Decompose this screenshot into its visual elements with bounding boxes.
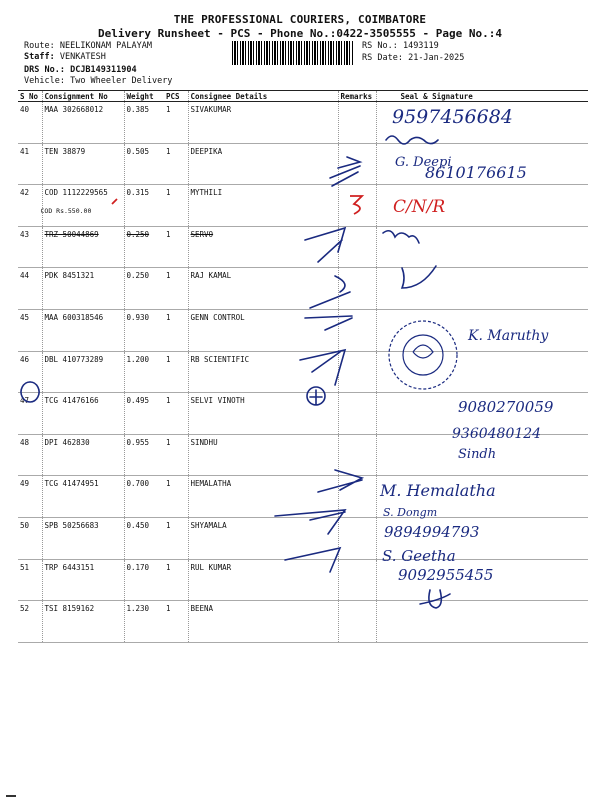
- cell-weight: 0.505: [124, 143, 164, 185]
- cell-signature: [376, 226, 588, 268]
- cell-consignment: DPI 462830: [42, 434, 124, 476]
- table-row: [18, 601, 588, 643]
- table-row: [18, 517, 588, 559]
- staff-label: Staff:: [24, 52, 55, 62]
- col-header-consignee: Consignee Details: [188, 91, 338, 102]
- cell-signature: [376, 185, 588, 227]
- cell-sno: 48: [18, 434, 42, 476]
- cell-signature: [376, 393, 588, 435]
- cell-weight: 0.700: [124, 476, 164, 518]
- rs-number-label: RS No.:: [362, 41, 398, 51]
- table-row: [18, 226, 588, 268]
- cell-weight: 0.495: [124, 393, 164, 435]
- cell-consignee: RB SCIENTIFIC: [188, 351, 338, 393]
- cell-consignment: TEN 38879: [42, 143, 124, 185]
- rs-date-line: [362, 53, 464, 64]
- cell-signature: [376, 601, 588, 643]
- sig45-name: K. Maruthy: [468, 328, 549, 344]
- cell-pcs: 1: [164, 102, 188, 144]
- cell-sno: 40: [18, 102, 42, 144]
- cell-remarks: [338, 185, 376, 227]
- sig48-name: Sindh: [458, 447, 497, 462]
- cell-pcs: 1: [164, 393, 188, 435]
- cell-consignment: DBL 410773289: [42, 351, 124, 393]
- sig41-phone: 8610176615: [425, 163, 527, 182]
- cell-remarks: [338, 393, 376, 435]
- cell-weight: 1.230: [124, 601, 164, 643]
- table-row: [18, 268, 588, 310]
- cell-consignee: RUL KUMAR: [188, 559, 338, 601]
- cell-consignment: TRZ 50044869: [42, 226, 124, 268]
- cell-sno: 50: [18, 517, 42, 559]
- cell-pcs: 1: [164, 476, 188, 518]
- cell-consignment: MAA 600318546: [42, 309, 124, 351]
- col-header-consignment: Consignment No: [42, 91, 124, 102]
- cell-consignee: SINDHU: [188, 434, 338, 476]
- vehicle-label: Vehicle:: [24, 76, 65, 86]
- cell-sno: 46: [18, 351, 42, 393]
- company-title: THE PROFESSIONAL COURIERS, COIMBATORE: [173, 13, 427, 26]
- col-header-signature: Seal & Signature: [376, 91, 588, 102]
- vehicle-value: Two Wheeler Delivery: [70, 76, 173, 86]
- cell-pcs: 1: [164, 434, 188, 476]
- cell-sno: 47: [18, 393, 42, 435]
- cell-consignee: RAJ KAMAL: [188, 268, 338, 310]
- cell-sno: 49: [18, 476, 42, 518]
- cell-remarks: [338, 559, 376, 601]
- route-line: [24, 41, 152, 52]
- rs-number-value: 1493119: [402, 41, 439, 51]
- drs-value: DCJB149311904: [70, 65, 137, 75]
- cell-consignment: TCG 41476166: [42, 393, 124, 435]
- rs-date-label: RS Date:: [362, 53, 403, 63]
- table-row: [18, 309, 588, 351]
- cell-consignee: SHYAMALA: [188, 517, 338, 559]
- cell-sno: 52: [18, 601, 42, 643]
- staff-line: [24, 52, 106, 63]
- cell-remarks: [338, 351, 376, 393]
- cell-weight: 0.315: [124, 185, 164, 227]
- sig48-phone: 9360480124: [452, 426, 542, 442]
- table-row: [18, 393, 588, 435]
- staff-value: VENKATESH: [59, 52, 106, 62]
- cell-weight: 0.250: [124, 268, 164, 310]
- cell-remarks: [338, 102, 376, 144]
- cell-sno: 43: [18, 226, 42, 268]
- barcode-image: [232, 41, 354, 65]
- rs-date-value: 21-Jan-2025: [408, 53, 465, 63]
- table-row: [18, 434, 588, 476]
- sig40-phone: 9597456684: [392, 106, 513, 128]
- cell-sno: 51: [18, 559, 42, 601]
- cell-signature: [376, 434, 588, 476]
- cell-consignment: TRP 6443151: [42, 559, 124, 601]
- table-row: [18, 143, 588, 185]
- cell-remarks: [338, 517, 376, 559]
- cell-consignment: SPB 50256683: [42, 517, 124, 559]
- table-row: [18, 102, 588, 144]
- cod-amount-note: COD Rs.550.00: [40, 207, 92, 216]
- cell-consignee: SIVAKUMAR: [188, 102, 338, 144]
- cell-pcs: 1: [164, 309, 188, 351]
- cell-remarks: [338, 226, 376, 268]
- sig47-phone: 9080270059: [458, 398, 554, 416]
- cell-consignee: DEEPIKA: [188, 143, 338, 185]
- cell-consignee: SERVO: [188, 226, 338, 268]
- cell-sno: 42: [18, 185, 42, 227]
- cell-weight: 0.250: [124, 226, 164, 268]
- sig42-remark: C/N/R: [393, 197, 446, 217]
- cell-signature: [376, 476, 588, 518]
- cell-remarks: [338, 434, 376, 476]
- table-row: [18, 351, 588, 393]
- table-row: [18, 476, 588, 518]
- cell-signature: [376, 102, 588, 144]
- drs-label: DRS No.:: [24, 65, 65, 75]
- cell-pcs: 1: [164, 517, 188, 559]
- cell-consignment: PDK 8451321: [42, 268, 124, 310]
- sig51-name: S. Geetha: [382, 547, 456, 565]
- cell-pcs: 1: [164, 601, 188, 643]
- sig49-name: M. Hemalatha: [380, 481, 496, 500]
- rs-number-line: [362, 41, 439, 52]
- cell-signature: [376, 268, 588, 310]
- route-label: Route:: [24, 41, 55, 51]
- sig50-phone: 9894994793: [384, 523, 480, 541]
- cell-consignment: TSI 8159162: [42, 601, 124, 643]
- cell-remarks: [338, 476, 376, 518]
- cell-weight: 0.385: [124, 102, 164, 144]
- cell-consignee: SELVI VINOTH: [188, 393, 338, 435]
- col-header-weight: Weight: [124, 91, 164, 102]
- drs-line: [24, 65, 137, 76]
- col-header-sno: S No: [18, 91, 42, 102]
- cell-remarks: [338, 309, 376, 351]
- cell-consignee: HEMALATHA: [188, 476, 338, 518]
- cell-pcs: 1: [164, 185, 188, 227]
- cell-signature: [376, 559, 588, 601]
- table-row: [18, 559, 588, 601]
- sig50-name: S. Dongm: [383, 506, 438, 519]
- cell-signature: [376, 517, 588, 559]
- cell-consignee: BEENA: [188, 601, 338, 643]
- cell-remarks: [338, 601, 376, 643]
- cell-consignment: MAA 302668012: [42, 102, 124, 144]
- page-edge-mark: [6, 795, 16, 797]
- cell-weight: 0.170: [124, 559, 164, 601]
- cell-consignment-number: COD 1112229565: [44, 188, 108, 198]
- cell-consignee: GENN CONTROL: [188, 309, 338, 351]
- cell-weight: 0.450: [124, 517, 164, 559]
- runsheet-subtitle: Delivery Runsheet - PCS - Phone No.:0422-3505555 - Page No.:4: [98, 27, 502, 40]
- cell-weight: 1.200: [124, 351, 164, 393]
- cell-pcs: 1: [164, 226, 188, 268]
- cell-signature: [376, 143, 588, 185]
- vehicle-line: [24, 76, 172, 87]
- table-row: [18, 185, 588, 227]
- cell-pcs: 1: [164, 351, 188, 393]
- col-header-pcs: PCS: [164, 91, 188, 102]
- runsheet-table: [18, 90, 588, 643]
- route-value: NEELIKONAM PALAYAM: [59, 41, 152, 51]
- cell-sno: 45: [18, 309, 42, 351]
- cell-weight: 0.955: [124, 434, 164, 476]
- cell-consignment: TCG 41474951: [42, 476, 124, 518]
- cell-consignment: [42, 185, 124, 227]
- cell-sno: 44: [18, 268, 42, 310]
- cell-remarks: [338, 143, 376, 185]
- cell-sno: 41: [18, 143, 42, 185]
- cell-signature: [376, 309, 588, 351]
- sig51-phone: 9092955455: [398, 566, 494, 584]
- cell-pcs: 1: [164, 559, 188, 601]
- cell-weight: 0.930: [124, 309, 164, 351]
- col-header-remarks: Remarks: [338, 91, 376, 102]
- cell-pcs: 1: [164, 143, 188, 185]
- table-header-row: [18, 91, 588, 102]
- cell-signature: [376, 351, 588, 393]
- sig41-name: G. Deepi: [395, 155, 452, 170]
- cell-consignee: MYTHILI: [188, 185, 338, 227]
- cell-pcs: 1: [164, 268, 188, 310]
- cell-remarks: [338, 268, 376, 310]
